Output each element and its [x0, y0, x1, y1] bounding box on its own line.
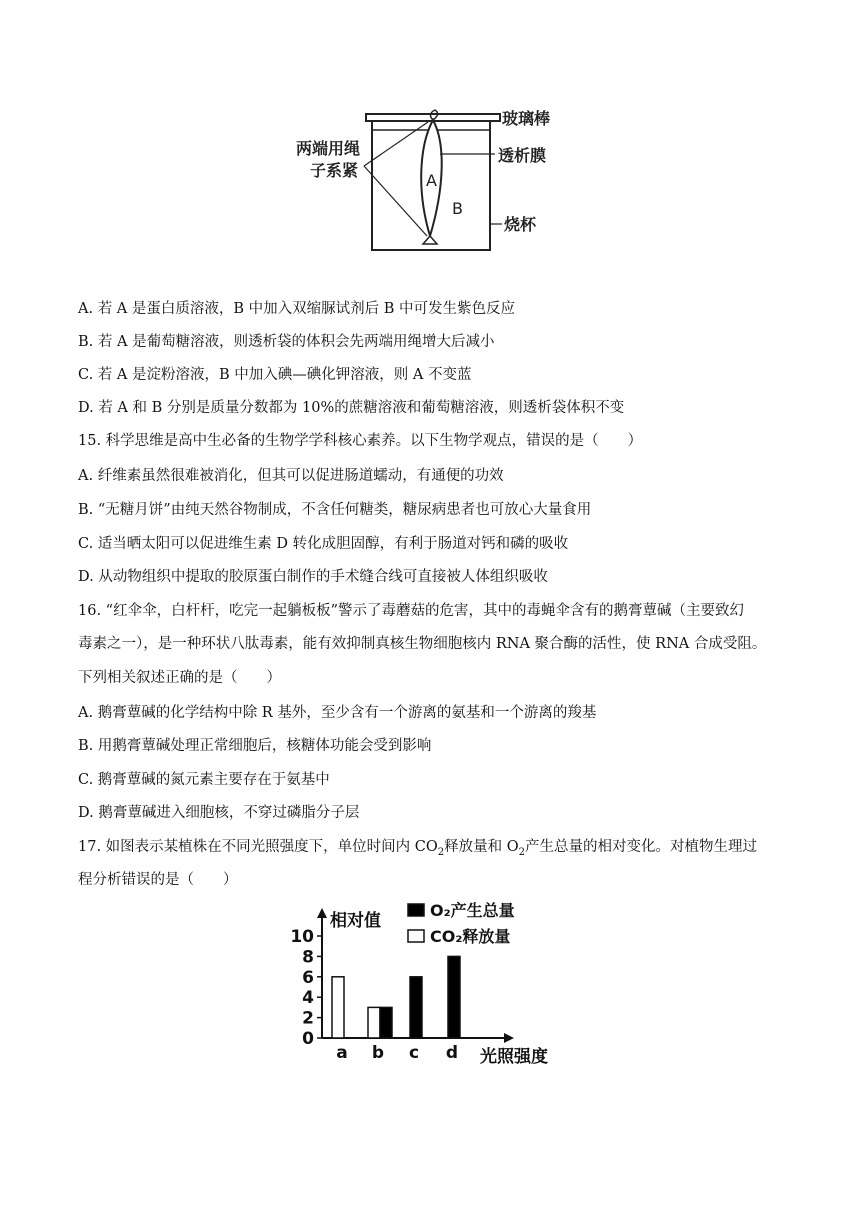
label-region-b: B	[452, 199, 463, 218]
q17-stem-line2: 程分析错误的是（ ）	[78, 872, 238, 888]
q17-stem-part-a: 17. 如图表示某植株在不同光照强度下，单位时间内 CO	[78, 839, 438, 855]
y-tick-label: 8	[302, 947, 314, 968]
q14-option-d: D. 若 A 和 B 分别是质量分数都为 10%的蔗糖溶液和葡萄糖溶液，则透析袋体积不变	[78, 400, 625, 416]
dialysis-diagram	[290, 104, 580, 256]
q17-stem-line1	[78, 837, 757, 863]
q17-sub-o2: 2	[518, 846, 526, 858]
y-tick-label: 2	[302, 1008, 314, 1029]
q16-option-c: C. 鹅膏蕈碱的氮元素主要存在于氨基中	[78, 772, 330, 788]
q14-option-b: B. 若 A 是葡萄糖溶液，则透析袋的体积会先两端用绳增大后减小	[78, 334, 495, 350]
x-tick-label: a	[336, 1043, 348, 1063]
label-tie-note-2: 子系紧	[310, 161, 359, 180]
x-axis-label: 光照强度	[480, 1047, 548, 1067]
legend-label-o2: O₂产生总量	[430, 901, 515, 920]
q15-option-a: A. 纤维素虽然很难被消化，但其可以促进肠道蠕动，有通便的功效	[78, 468, 504, 484]
q14-option-a: A. 若 A 是蛋白质溶液，B 中加入双缩脲试剂后 B 中可发生紫色反应	[78, 301, 516, 317]
q15-option-c: C. 适当晒太阳可以促进维生素 D 转化成胆固醇，有利于肠道对钙和磷的吸收	[78, 536, 569, 552]
y-tick-label: 6	[302, 967, 314, 988]
y-tick-label: 0	[302, 1029, 314, 1049]
y-tick-label: 10	[290, 927, 314, 947]
q16-option-d: D. 鹅膏蕈碱进入细胞核，不穿过磷脂分子层	[78, 805, 360, 821]
x-tick-label: d	[445, 1043, 459, 1063]
y-tick-label: 4	[302, 988, 314, 1009]
q15-option-b: B. “无糖月饼”由纯天然谷物制成，不含任何糖类，糖尿病患者也可放心大量食用	[78, 502, 592, 518]
label-region-a: A	[426, 171, 437, 190]
x-tick-label: c	[408, 1043, 420, 1063]
q15-option-d: D. 从动物组织中提取的胶原蛋白制作的手术缝合线可直接被人体组织吸收	[78, 569, 548, 585]
bar-co2-b	[368, 1007, 380, 1038]
bar-chart	[290, 896, 580, 1074]
q14-option-c: C. 若 A 是淀粉溶液，B 中加入碘—碘化钾溶液，则 A 不变蓝	[78, 367, 472, 383]
y-axis-arrow	[317, 908, 327, 918]
label-tie-note-1: 两端用绳	[296, 139, 361, 158]
label-beaker: 烧杯	[504, 215, 537, 234]
x-tick-label: b	[371, 1043, 385, 1063]
bar-o2-c	[410, 977, 422, 1038]
q16-stem-line2: 毒素之一），是一种环状八肽毒素，能有效抑制真核生物细胞核内 RNA 聚合酶的活性，使 RNA 合成受阻。	[78, 636, 767, 652]
x-axis-arrow	[504, 1033, 514, 1043]
q17-stem-part-c: 产生总量的相对变化。对植物生理过	[525, 839, 758, 855]
q16-option-a: A. 鹅膏蕈碱的化学结构中除 R 基外，至少含有一个游离的氨基和一个游离的羧基	[78, 705, 597, 721]
legend-label-co2: CO₂释放量	[430, 927, 511, 946]
q16-stem-line1: 16. “红伞伞，白杆杆，吃完一起躺板板”警示了毒蘑菇的危害，其中的毒蝇伞含有的鹅膏蕈碱（主要致幻	[78, 603, 744, 619]
q15-stem: 15. 科学思维是高中生必备的生物学学科核心素养。以下生物学观点，错误的是（ ）	[78, 433, 643, 449]
q17-sub-co2: 2	[437, 846, 445, 858]
y-axis-label: 相对值	[330, 911, 381, 931]
label-dialysis-membrane: 透析膜	[498, 146, 547, 165]
q17-stem-part-b: 释放量和 O	[444, 839, 519, 855]
bar-o2-b	[380, 1007, 392, 1038]
bar-o2-d	[448, 956, 460, 1038]
legend-swatch-co2	[408, 930, 424, 942]
bar-co2-a	[332, 977, 344, 1038]
legend-swatch-o2	[408, 904, 424, 916]
label-glass-rod: 玻璃棒	[502, 109, 551, 128]
q16-option-b: B. 用鹅膏蕈碱处理正常细胞后，核糖体功能会受到影响	[78, 738, 432, 754]
q16-stem-line3: 下列相关叙述正确的是（ ）	[78, 670, 281, 686]
